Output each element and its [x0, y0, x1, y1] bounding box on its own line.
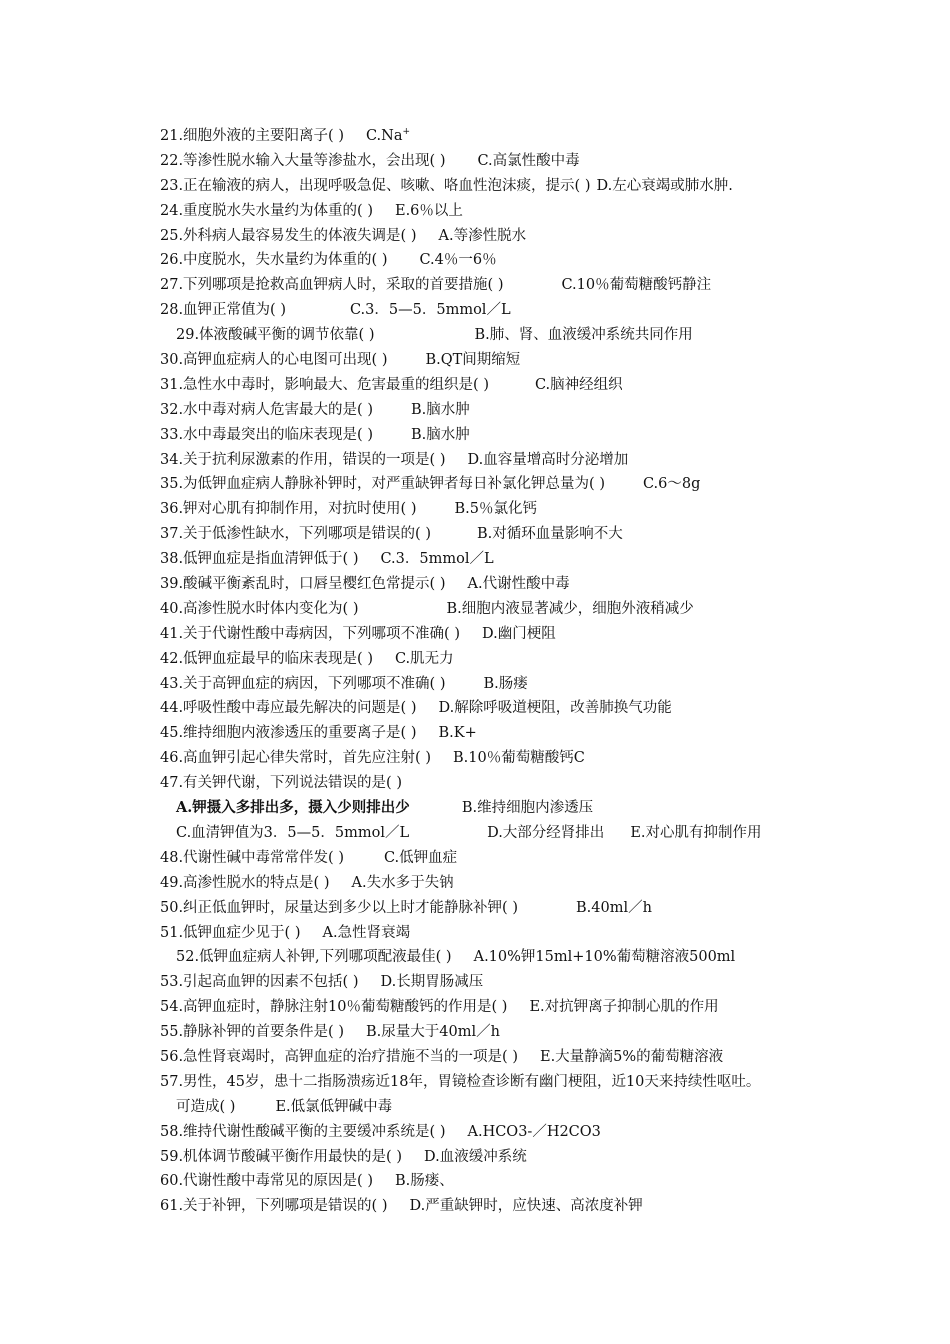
question-item: [0, 1020, 950, 1045]
q47-options-row-2: [0, 821, 950, 846]
question-text: 61.关于补钾，下列哪项是错误的( ): [160, 1198, 388, 1215]
question-item: [0, 373, 950, 398]
answer-text: B.肺、肾、血液缓冲系统共同作用: [474, 327, 693, 344]
question-item: [0, 1145, 950, 1170]
answer-text: A.等渗性脱水: [438, 227, 527, 244]
question-item: [0, 771, 950, 796]
question-item: [0, 572, 950, 597]
answer-text: D.幽门梗阻: [481, 625, 556, 642]
answer-text: C.10％葡萄糖酸钙静注: [561, 277, 712, 294]
answer-text: A.10%钾15ml+10%葡萄糖溶液500ml: [473, 949, 736, 966]
question-text: 38.低钾血症是指血清钾低于( ): [160, 551, 359, 568]
question-item: [0, 273, 950, 298]
answer-text: D.血容量增高时分泌增加: [467, 451, 629, 468]
question-item: [0, 1095, 950, 1120]
answer-text: C.Na+: [365, 127, 411, 144]
answer-text: A.HCO3-／H2CO3: [467, 1123, 601, 1140]
q47-option-b: B.维持细胞内渗透压: [461, 800, 594, 817]
question-item: [0, 1194, 950, 1219]
question-item: [0, 995, 950, 1020]
question-text: 52.低钾血症病人补钾,下列哪项配液最佳( ): [176, 949, 452, 966]
question-text: 37.关于低渗性缺水，下列哪项是错误的( ): [160, 526, 431, 543]
question-item: [0, 846, 950, 871]
question-item: [0, 497, 950, 522]
question-item: [0, 1169, 950, 1194]
question-item: [0, 522, 950, 547]
question-text: 60.代谢性酸中毒常见的原因是( ): [160, 1173, 373, 1190]
answer-text: E.6％以上: [394, 202, 463, 219]
answer-text: D.血液缓冲系统: [423, 1148, 527, 1165]
question-item: [0, 174, 950, 199]
question-item: [0, 896, 950, 921]
answer-text: C.3．5mmol／L: [380, 551, 494, 568]
question-text: 53.引起高血钾的因素不包括( ): [160, 974, 359, 991]
question-text: 43.关于高钾血症的病因，下列哪项不准确( ): [160, 675, 446, 692]
answer-text: C.高氯性酸中毒: [477, 152, 580, 169]
question-group-1: [0, 124, 950, 796]
question-text: 27.下列哪项是抢救高血钾病人时，采取的首要措施( ): [160, 277, 504, 294]
question-text: 35.为低钾血症病人静脉补钾时，对严重缺钾者每日补氯化钾总量为( ): [160, 476, 605, 493]
q47-option-d: D.大部分经肾排出: [487, 824, 605, 841]
question-text: 48.代谢性碱中毒常常伴发( ): [160, 849, 344, 866]
answer-text: B.5％氯化钙: [454, 501, 537, 518]
question-text: 25.外科病人最容易发生的体液失调是( ): [160, 227, 417, 244]
question-item: [0, 1045, 950, 1070]
answer-text: D.左心衰竭或肺水肿.: [596, 177, 733, 194]
question-text: 41.关于代谢性酸中毒病因，下列哪项不准确( ): [160, 625, 460, 642]
answer-text: C.6～8g: [642, 476, 701, 493]
question-item: [0, 597, 950, 622]
question-item: [0, 348, 950, 373]
question-item: [0, 248, 950, 273]
question-item: [0, 921, 950, 946]
question-text: 59.机体调节酸碱平衡作用最快的是( ): [160, 1148, 402, 1165]
answer-text: D.长期胃肠减压: [380, 974, 484, 991]
question-text: 56.急性肾衰竭时，高钾血症的治疗措施不当的一项是( ): [160, 1048, 518, 1065]
answer-text: B.肠瘘: [483, 675, 528, 692]
answer-text: B.10％葡萄糖酸钙C: [452, 750, 585, 767]
q47-option-c: C.血清钾值为3．5—5．5mmol／L: [176, 824, 410, 841]
q47-option-e: E.对心肌有抑制作用: [630, 824, 762, 841]
answer-text: D.严重缺钾时，应快速、高浓度补钾: [409, 1198, 643, 1215]
answer-text: B.40ml／h: [575, 899, 652, 916]
question-item: [0, 199, 950, 224]
question-text: 57.男性，45岁，患十二指肠溃疡近18年，胃镜检查诊断有幽门梗阻，近10天来持续性呕吐。: [160, 1073, 761, 1090]
answer-text: C.4％一6％: [419, 252, 497, 269]
question-text: 34.关于抗利尿激素的作用，错误的一项是( ): [160, 451, 446, 468]
answer-text: C.3．5—5．5mmol／L: [349, 302, 511, 319]
question-item: [0, 323, 950, 348]
question-item: [0, 622, 950, 647]
question-item: [0, 398, 950, 423]
question-text: 29.体液酸碱平衡的调节依靠( ): [176, 327, 375, 344]
answer-text: B.QT间期缩短: [425, 352, 521, 369]
question-text: 33.水中毒最突出的临床表现是( ): [160, 426, 373, 443]
answer-text: E.对抗钾离子抑制心肌的作用: [529, 999, 719, 1016]
q47-options-row-1: [0, 796, 950, 821]
question-text: 49.高渗性脱水的特点是( ): [160, 874, 330, 891]
answer-text: E.大量静滴5%的葡萄糖溶液: [539, 1048, 724, 1065]
question-item: [0, 547, 950, 572]
question-text: 23.正在输液的病人，出现呼吸急促、咳嗽、咯血性泡沫痰，提示( ): [160, 177, 591, 194]
question-item: [0, 472, 950, 497]
answer-text: C.脑神经组织: [534, 376, 623, 393]
question-item: [0, 672, 950, 697]
question-text: 51.低钾血症少见于( ): [160, 924, 301, 941]
question-text: 32.水中毒对病人危害最大的是( ): [160, 401, 373, 418]
answer-text: B.脑水肿: [410, 401, 470, 418]
question-item: [0, 871, 950, 896]
answer-text: B.脑水肿: [410, 426, 470, 443]
question-item: [0, 448, 950, 473]
answer-text: C.肌无力: [394, 650, 454, 667]
question-item: [0, 124, 950, 149]
question-text: 36.钾对心肌有抑制作用，对抗时使用( ): [160, 501, 417, 518]
question-item: [0, 149, 950, 174]
question-group-2: [0, 846, 950, 1219]
answer-superscript: +: [402, 127, 411, 137]
q47-option-a: A.钾摄入多排出多，摄入少则排出少: [176, 799, 410, 817]
question-item: [0, 945, 950, 970]
question-text: 可造成( ): [176, 1098, 236, 1115]
question-text: 40.高渗性脱水时体内变化为( ): [160, 600, 359, 617]
question-text: 26.中度脱水，失水量约为体重的( ): [160, 252, 388, 269]
answer-text: B.肠瘘、: [394, 1173, 454, 1190]
answer-text: C.低钾血症: [383, 849, 458, 866]
question-item: [0, 970, 950, 995]
question-text: 55.静脉补钾的首要条件是( ): [160, 1024, 344, 1041]
answer-text: A.急性肾衰竭: [322, 924, 411, 941]
answer-text: E.低氯低钾碱中毒: [275, 1098, 393, 1115]
question-text: 21.细胞外液的主要阳离子( ): [160, 128, 344, 144]
question-list: [0, 124, 950, 1219]
question-item: [0, 224, 950, 249]
answer-text: D.解除呼吸道梗阻，改善肺换气功能: [438, 700, 672, 717]
question-text: 47.有关钾代谢，下列说法错误的是( ): [160, 775, 402, 792]
question-item: [0, 1070, 950, 1095]
answer-text: B.对循环血量影响不大: [476, 526, 623, 543]
answer-text: B.尿量大于40ml／h: [365, 1024, 500, 1041]
question-text: 30.高钾血症病人的心电图可出现( ): [160, 352, 388, 369]
answer-text: A.代谢性酸中毒: [467, 576, 570, 593]
question-text: 28.血钾正常值为( ): [160, 302, 286, 319]
answer-text: B.细胞内液显著减少，细胞外液稍减少: [446, 600, 694, 617]
question-text: 44.呼吸性酸中毒应最先解决的问题是( ): [160, 700, 417, 717]
question-text: 54.高钾血症时，静脉注射10％葡萄糖酸钙的作用是( ): [160, 999, 508, 1016]
question-text: 31.急性水中毒时，影响最大、危害最重的组织是( ): [160, 376, 489, 393]
question-item: [0, 423, 950, 448]
question-text: 22.等渗性脱水输入大量等渗盐水，会出现( ): [160, 152, 446, 169]
question-item: [0, 1120, 950, 1145]
answer-text: A.失水多于失钠: [351, 874, 454, 891]
question-item: [0, 746, 950, 771]
question-text: 42.低钾血症最早的临床表现是( ): [160, 650, 373, 667]
question-text: 39.酸碱平衡紊乱时，口唇呈樱红色常提示( ): [160, 576, 446, 593]
question-item: [0, 647, 950, 672]
question-item: [0, 721, 950, 746]
question-item: [0, 298, 950, 323]
question-text: 45.维持细胞内液渗透压的重要离子是( ): [160, 725, 417, 742]
question-text: 46.高血钾引起心律失常时，首先应注射( ): [160, 750, 431, 767]
answer-text: B.K+: [438, 725, 477, 742]
question-text: 50.纠正低血钾时，尿量达到多少以上时才能静脉补钾( ): [160, 899, 518, 916]
question-item: [0, 696, 950, 721]
question-text: 58.维持代谢性酸碱平衡的主要缓冲系统是( ): [160, 1123, 446, 1140]
question-text: 24.重度脱水失水量约为体重的( ): [160, 202, 373, 219]
